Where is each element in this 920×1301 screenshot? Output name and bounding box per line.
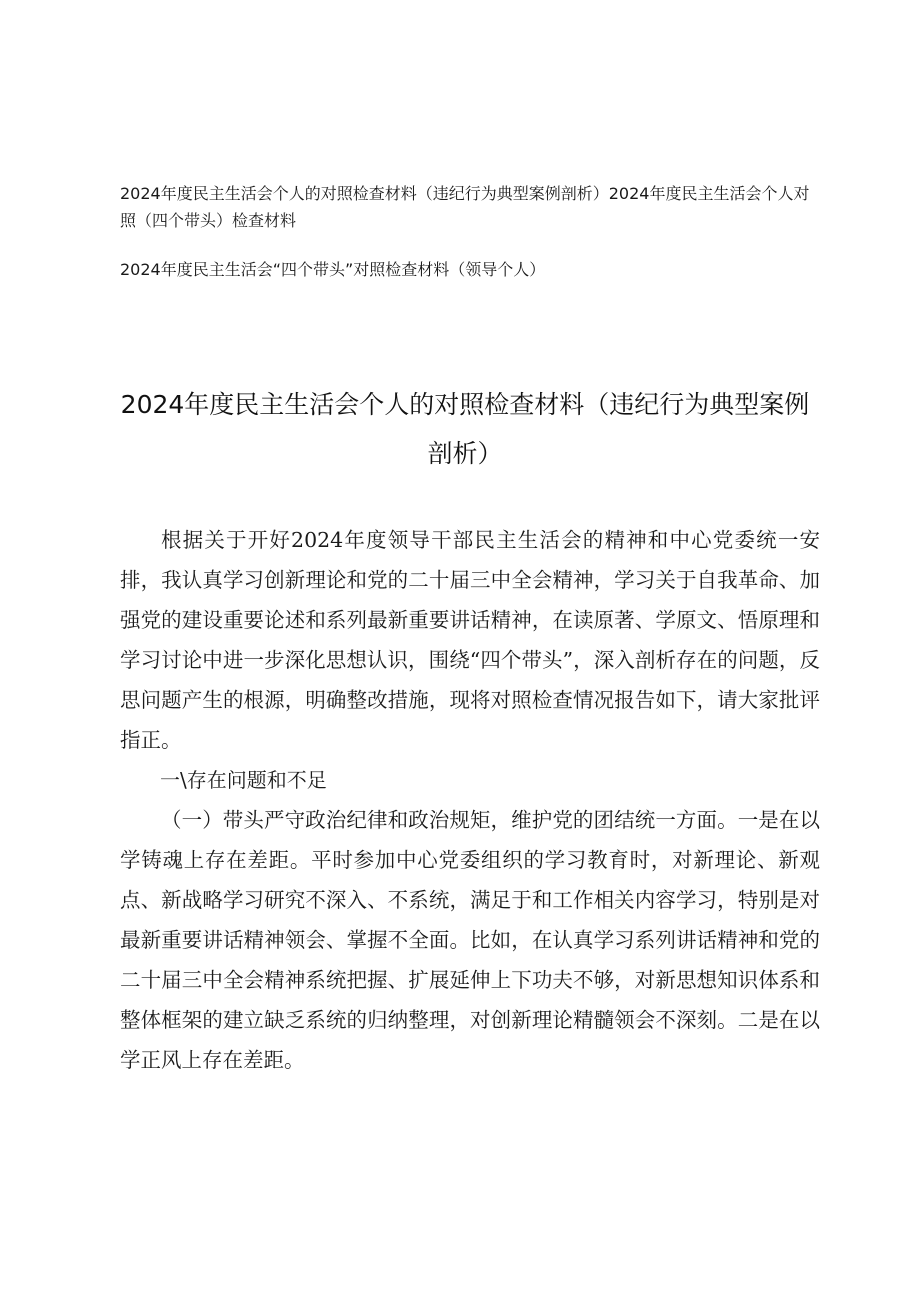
related-document-title-2: 2024年度民主生活会“四个带头”对照检查材料（领导个人） xyxy=(120,260,546,279)
document-body xyxy=(120,520,820,1080)
section-paragraph-political-discipline: （一）带头严守政治纪律和政治规矩，维护党的团结统一方面。一是在以学铸魂上存在差距。平时参加中心党委组织的学习教育时，对新理论、新观点、新战略学习研究不深入、不系统，满足于和工作相关内容学习，特别是对最新重要讲话精神领会、掌握不全面。比如，在认真学习系列讲话精神和党的二十届三中全会精神系统把握、扩展延伸上下功夫不够，对新思想知识体系和整体框架的建立缺乏系统的归纳整理，对创新理论精髓领会不深刻。二是在以学正风上存在差距。 xyxy=(120,808,820,1072)
section-heading-problems: 一\存在问题和不足 xyxy=(160,768,327,792)
related-documents-list xyxy=(120,180,820,305)
document-title: 2024年度民主生活会个人的对照检查材料（违纪行为典型案例剖析） xyxy=(120,390,810,468)
related-document-title-1: 2024年度民主生活会个人的对照检查材料（违纪行为典型案例剖析）2024年度民主生活会个人对照（四个带头）检查材料 xyxy=(120,184,810,230)
intro-paragraph: 根据关于开好2024年度领导干部民主生活会的精神和中心党委统一安排，我认真学习创新理论和党的二十届三中全会精神，学习关于自我革命、加强党的建设重要论述和系列最新重要讲话精神，在读原著、学原文、悟原理和学习讨论中进一步深化思想认识，围绕“四个带头”，深入剖析存在的问题，反思问题产生的根源，明确整改措施，现将对照检查情况报告如下，请大家批评指正。 xyxy=(120,528,820,752)
